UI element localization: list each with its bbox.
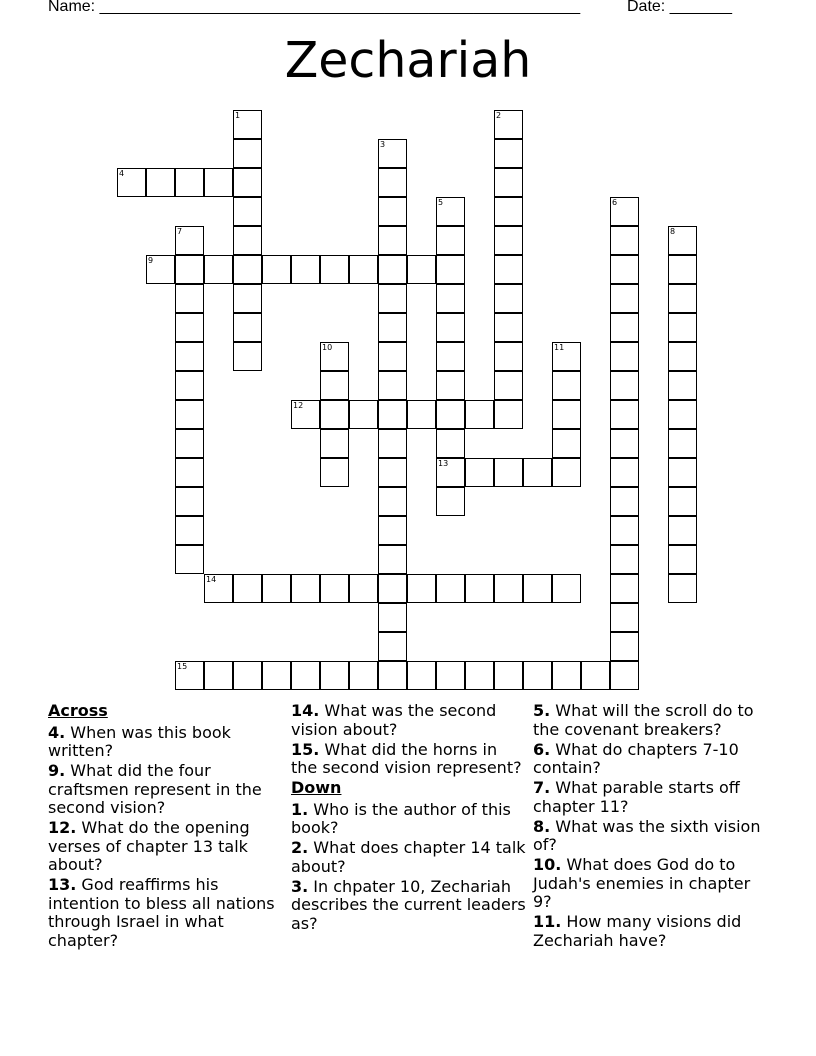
grid-cell[interactable] xyxy=(436,371,465,400)
grid-cell[interactable] xyxy=(349,255,378,284)
grid-cell[interactable] xyxy=(552,661,581,690)
page-title: Zechariah xyxy=(284,32,532,89)
clue-number-label: 2. xyxy=(291,838,309,857)
grid-cell[interactable] xyxy=(233,168,262,197)
grid-cell[interactable] xyxy=(610,255,639,284)
grid-cell[interactable] xyxy=(175,458,204,487)
grid-cell[interactable] xyxy=(233,574,262,603)
clue-item xyxy=(291,839,526,876)
grid-cell[interactable] xyxy=(494,400,523,429)
grid-cell[interactable] xyxy=(204,255,233,284)
grid-cell[interactable] xyxy=(494,255,523,284)
grid-cell[interactable] xyxy=(523,574,552,603)
grid-cell[interactable] xyxy=(175,342,204,371)
clue-number-label: 12. xyxy=(48,818,77,837)
clue-number: 4 xyxy=(119,169,125,178)
clue-text: God reaffirms his intention to bless all nations through Israel in what chapter? xyxy=(48,875,275,950)
clue-number-label: 3. xyxy=(291,876,309,896)
grid-cell[interactable] xyxy=(436,226,465,255)
grid-cell[interactable] xyxy=(175,429,204,458)
clue-text: What was the second vision about? xyxy=(291,701,497,739)
grid-cell[interactable] xyxy=(668,313,697,342)
clue-number: 8 xyxy=(670,227,676,236)
grid-cell[interactable] xyxy=(378,400,407,429)
grid-cell[interactable] xyxy=(146,255,175,284)
grid-cell[interactable] xyxy=(262,574,291,603)
date-line: _______ xyxy=(669,0,732,15)
clue-number-label: 4. xyxy=(48,722,66,742)
grid-cell[interactable] xyxy=(436,429,465,458)
grid-cell[interactable] xyxy=(610,197,639,226)
clue-number: 14 xyxy=(206,575,217,584)
clue-item xyxy=(291,878,526,934)
clue-text: Who is the author of this book? xyxy=(291,799,511,837)
clue-item xyxy=(533,856,768,912)
name-line: ______________________________________________________ xyxy=(99,0,581,15)
grid-cell[interactable] xyxy=(378,487,407,516)
grid-cell[interactable] xyxy=(436,255,465,284)
clue-item xyxy=(291,801,526,838)
grid-cell[interactable] xyxy=(175,255,204,284)
grid-cell[interactable] xyxy=(233,255,262,284)
clue-number: 10 xyxy=(322,343,333,352)
grid-cell[interactable] xyxy=(436,400,465,429)
clue-item xyxy=(533,779,768,816)
grid-cell[interactable] xyxy=(436,313,465,342)
across-clue-list xyxy=(48,724,283,951)
clue-number-label: 6. xyxy=(533,739,551,759)
grid-cell[interactable] xyxy=(610,574,639,603)
grid-cell[interactable] xyxy=(175,487,204,516)
grid-cell[interactable] xyxy=(668,342,697,371)
clue-item xyxy=(533,741,768,778)
clue-number: 3 xyxy=(380,140,386,149)
clue-text: What was the sixth vision of? xyxy=(533,816,761,854)
grid-cell[interactable] xyxy=(349,400,378,429)
clue-number: 12 xyxy=(293,401,304,410)
clue-number: 13 xyxy=(438,459,449,468)
grid-cell[interactable] xyxy=(233,139,262,168)
grid-cell[interactable] xyxy=(465,458,494,487)
across-heading: Across xyxy=(48,701,108,720)
grid-cell[interactable] xyxy=(610,603,639,632)
grid-cell[interactable] xyxy=(610,400,639,429)
grid-cell[interactable] xyxy=(581,661,610,690)
grid-cell[interactable] xyxy=(175,226,204,255)
grid-cell[interactable] xyxy=(146,168,175,197)
grid-cell[interactable] xyxy=(610,226,639,255)
grid-cell[interactable] xyxy=(552,342,581,371)
grid-cell[interactable] xyxy=(610,632,639,661)
clue-number-label: 8. xyxy=(533,816,551,836)
clue-number-label: 1. xyxy=(291,799,309,819)
clue-number-label: 10. xyxy=(533,855,562,874)
grid-cell[interactable] xyxy=(436,661,465,690)
grid-cell[interactable] xyxy=(465,400,494,429)
grid-cell[interactable] xyxy=(320,661,349,690)
grid-cell[interactable] xyxy=(436,284,465,313)
grid-cell[interactable] xyxy=(610,545,639,574)
clue-text: How many visions did Zechariah have? xyxy=(533,912,742,950)
clue-number-label: 5. xyxy=(533,701,551,720)
grid-cell[interactable] xyxy=(204,168,233,197)
grid-cell[interactable] xyxy=(610,487,639,516)
grid-cell[interactable] xyxy=(378,458,407,487)
grid-cell[interactable] xyxy=(233,313,262,342)
grid-cell[interactable] xyxy=(378,342,407,371)
grid-cell[interactable] xyxy=(233,226,262,255)
grid-cell[interactable] xyxy=(668,487,697,516)
clue-item xyxy=(48,876,283,950)
clue-number-label: 13. xyxy=(48,875,77,894)
clue-number: 2 xyxy=(496,111,502,120)
clue-number-label: 7. xyxy=(533,778,551,797)
clue-number-label: 14. xyxy=(291,701,320,720)
grid-cell[interactable] xyxy=(291,400,320,429)
grid-cell[interactable] xyxy=(117,168,146,197)
grid-cell[interactable] xyxy=(494,371,523,400)
grid-cell[interactable] xyxy=(523,458,552,487)
grid-cell[interactable] xyxy=(668,371,697,400)
grid-cell[interactable] xyxy=(378,603,407,632)
grid-cell[interactable] xyxy=(668,284,697,313)
grid-cell[interactable] xyxy=(378,226,407,255)
grid-cell[interactable] xyxy=(320,458,349,487)
grid-cell[interactable] xyxy=(320,429,349,458)
grid-cell[interactable] xyxy=(378,197,407,226)
clue-number: 7 xyxy=(177,227,183,236)
grid-cell[interactable] xyxy=(465,574,494,603)
grid-cell[interactable] xyxy=(175,545,204,574)
down-clue-list-continued xyxy=(533,702,768,950)
grid-cell[interactable] xyxy=(320,371,349,400)
grid-cell[interactable] xyxy=(378,284,407,313)
grid-cell[interactable] xyxy=(610,429,639,458)
clue-item xyxy=(48,724,283,761)
grid-cell[interactable] xyxy=(494,226,523,255)
grid-cell[interactable] xyxy=(175,313,204,342)
grid-cell[interactable] xyxy=(668,429,697,458)
grid-cell[interactable] xyxy=(291,574,320,603)
grid-cell[interactable] xyxy=(378,371,407,400)
grid-cell[interactable] xyxy=(175,371,204,400)
clue-text: What parable starts off chapter 11? xyxy=(533,778,740,816)
grid-cell[interactable] xyxy=(668,400,697,429)
grid-cell[interactable] xyxy=(494,313,523,342)
grid-cell[interactable] xyxy=(320,255,349,284)
grid-cell[interactable] xyxy=(262,255,291,284)
grid-cell[interactable] xyxy=(204,574,233,603)
grid-cell[interactable] xyxy=(320,400,349,429)
clue-number-label: 9. xyxy=(48,761,66,780)
clue-text: When was this book written? xyxy=(48,722,231,760)
grid-cell[interactable] xyxy=(378,168,407,197)
clue-item xyxy=(533,818,768,855)
clue-text: What will the scroll do to the covenant breakers? xyxy=(533,701,754,739)
grid-cell[interactable] xyxy=(494,139,523,168)
grid-cell[interactable] xyxy=(378,139,407,168)
grid-cell[interactable] xyxy=(668,574,697,603)
clue-number-label: 11. xyxy=(533,912,562,931)
grid-cell[interactable] xyxy=(436,342,465,371)
grid-cell[interactable] xyxy=(494,168,523,197)
clue-number: 15 xyxy=(177,662,188,671)
grid-cell[interactable] xyxy=(175,400,204,429)
grid-cell[interactable] xyxy=(407,661,436,690)
clue-number: 6 xyxy=(612,198,618,207)
grid-cell[interactable] xyxy=(378,516,407,545)
grid-cell[interactable] xyxy=(610,342,639,371)
clue-text: What does chapter 14 talk about? xyxy=(291,838,526,876)
grid-cell[interactable] xyxy=(668,545,697,574)
name-label: Name: xyxy=(48,0,96,15)
down-heading: Down xyxy=(291,778,342,797)
grid-cell[interactable] xyxy=(378,429,407,458)
clue-text: What do the opening verses of chapter 13 talk about? xyxy=(48,818,250,874)
grid-cell[interactable] xyxy=(552,400,581,429)
grid-cell[interactable] xyxy=(523,661,552,690)
grid-cell[interactable] xyxy=(320,574,349,603)
grid-cell[interactable] xyxy=(378,661,407,690)
across-clue-list-continued xyxy=(291,702,526,778)
grid-cell[interactable] xyxy=(494,458,523,487)
grid-cell[interactable] xyxy=(552,429,581,458)
clue-text: What did the horns in the second vision represent? xyxy=(291,739,522,777)
grid-cell[interactable] xyxy=(610,284,639,313)
clue-text: What did the four craftsmen represent in the second vision? xyxy=(48,761,262,817)
grid-cell[interactable] xyxy=(378,255,407,284)
grid-cell[interactable] xyxy=(494,342,523,371)
grid-cell[interactable] xyxy=(494,110,523,139)
grid-cell[interactable] xyxy=(233,197,262,226)
grid-cell[interactable] xyxy=(610,371,639,400)
clue-item xyxy=(533,913,768,950)
grid-cell[interactable] xyxy=(668,516,697,545)
grid-cell[interactable] xyxy=(320,342,349,371)
clue-item xyxy=(48,762,283,818)
grid-cell[interactable] xyxy=(175,168,204,197)
grid-cell[interactable] xyxy=(436,574,465,603)
grid-cell[interactable] xyxy=(494,574,523,603)
grid-cell[interactable] xyxy=(233,110,262,139)
grid-cell[interactable] xyxy=(494,197,523,226)
grid-cell[interactable] xyxy=(175,284,204,313)
grid-cell[interactable] xyxy=(610,458,639,487)
grid-cell[interactable] xyxy=(610,516,639,545)
grid-cell[interactable] xyxy=(204,661,233,690)
clue-item xyxy=(533,702,768,739)
grid-cell[interactable] xyxy=(407,574,436,603)
grid-cell[interactable] xyxy=(436,458,465,487)
clue-number-label: 15. xyxy=(291,739,320,759)
grid-cell[interactable] xyxy=(378,632,407,661)
grid-cell[interactable] xyxy=(378,545,407,574)
grid-cell[interactable] xyxy=(262,661,291,690)
clue-text: What do chapters 7-10 contain? xyxy=(533,739,739,777)
grid-cell[interactable] xyxy=(552,371,581,400)
clue-number: 1 xyxy=(235,111,241,120)
clue-text: In chpater 10, Zechariah describes the current leaders as? xyxy=(291,876,526,933)
grid-cell[interactable] xyxy=(552,458,581,487)
grid-cell[interactable] xyxy=(349,661,378,690)
clue-column-2 xyxy=(291,702,526,935)
grid-cell[interactable] xyxy=(378,313,407,342)
clue-text: What does God do to Judah's enemies in chapter 9? xyxy=(533,855,751,911)
grid-cell[interactable] xyxy=(175,516,204,545)
grid-cell[interactable] xyxy=(494,661,523,690)
date-label: Date: xyxy=(627,0,666,15)
grid-cell[interactable] xyxy=(349,574,378,603)
grid-cell[interactable] xyxy=(668,458,697,487)
clue-column-3 xyxy=(533,702,768,952)
clue-item xyxy=(291,741,526,778)
grid-cell[interactable] xyxy=(291,255,320,284)
grid-cell[interactable] xyxy=(436,197,465,226)
grid-cell[interactable] xyxy=(291,661,320,690)
grid-cell[interactable] xyxy=(233,342,262,371)
clue-item xyxy=(48,819,283,875)
grid-cell[interactable] xyxy=(407,255,436,284)
grid-cell[interactable] xyxy=(436,487,465,516)
clue-number: 5 xyxy=(438,198,444,207)
clue-column-1 xyxy=(48,702,283,952)
grid-cell[interactable] xyxy=(233,661,262,690)
down-clue-list xyxy=(291,801,526,934)
grid-cell[interactable] xyxy=(175,661,204,690)
clue-number: 11 xyxy=(554,343,565,352)
grid-cell[interactable] xyxy=(668,255,697,284)
grid-cell[interactable] xyxy=(668,226,697,255)
grid-cell[interactable] xyxy=(407,400,436,429)
grid-cell[interactable] xyxy=(610,661,639,690)
grid-cell[interactable] xyxy=(494,284,523,313)
grid-cell[interactable] xyxy=(233,284,262,313)
clue-item xyxy=(291,702,526,739)
grid-cell[interactable] xyxy=(378,574,407,603)
grid-cell[interactable] xyxy=(465,661,494,690)
clue-number: 9 xyxy=(148,256,154,265)
grid-cell[interactable] xyxy=(552,574,581,603)
grid-cell[interactable] xyxy=(610,313,639,342)
